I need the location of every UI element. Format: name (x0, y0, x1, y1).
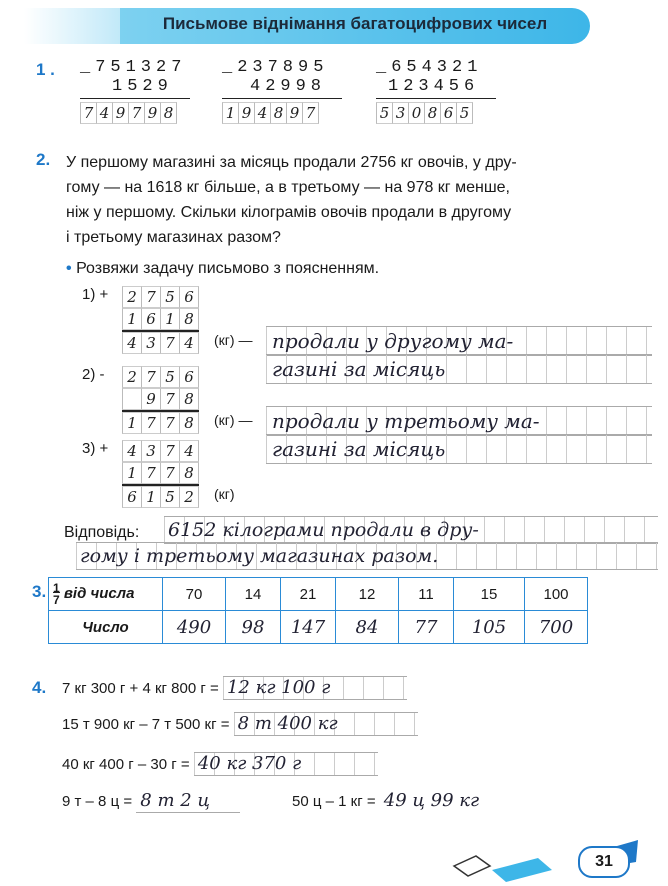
digit-cell: 6 (180, 366, 199, 388)
row1-label: від числа (63, 584, 135, 602)
digit-cell: 2 (122, 366, 142, 388)
step-label: 1) + (82, 286, 109, 303)
digit-cell: 1 (142, 486, 161, 508)
answer-cell: 105 (454, 611, 525, 644)
task2-line: і третьому магазинах разом? (66, 229, 281, 246)
answer: 12 кг 100 г (223, 676, 407, 700)
explanation-line: продали у третьому ма- (266, 406, 652, 436)
task4-item (62, 790, 240, 813)
task4-item (62, 752, 378, 776)
task2-number: 2. (36, 150, 51, 169)
task2-line: ніж у першому. Скільки кілограмів овочів продали в другому (66, 204, 512, 221)
digit-cell: 1 (161, 308, 180, 330)
calc-row (122, 388, 199, 410)
task2-instruction (66, 260, 379, 278)
digit-cell: 7 (142, 412, 161, 434)
answer-cell: 700 (525, 611, 588, 644)
digit-cell: 4 (122, 440, 142, 462)
expression: 9 т – 8 ц = (62, 793, 133, 810)
task4-item (292, 790, 514, 812)
answer-label: Відповідь: (64, 524, 140, 541)
digit-cell: 5 (457, 102, 473, 124)
answer: 8 т 2 ц (136, 790, 240, 813)
task4-number: 4. (32, 678, 47, 697)
digit-cell: 9 (142, 388, 161, 410)
digit-cell: 4 (255, 102, 271, 124)
answer-cell: 84 (336, 611, 399, 644)
task1-problem-2 (222, 58, 342, 124)
answer-line-2: гому і третьому магазинах разом. (76, 542, 658, 570)
calc-row (122, 330, 199, 354)
expression: 50 ц – 1 кг = (292, 793, 376, 810)
expression: 15 т 900 кг – 7 т 500 кг = (62, 716, 230, 733)
digit-cell: 8 (180, 308, 199, 330)
digit-cell: 7 (161, 412, 180, 434)
task2-text (66, 150, 646, 250)
digit-cell: 1 (122, 462, 142, 484)
answer-line-1: 6152 кілограми продали в дру- (164, 516, 658, 544)
calc-row (122, 484, 199, 508)
value-cell: 100 (525, 578, 588, 611)
header-banner-fade (24, 8, 124, 44)
answer-cell: 98 (226, 611, 281, 644)
digit-cell: 6 (122, 486, 142, 508)
fraction-numerator: 1 (53, 581, 60, 595)
bullet-icon: • (66, 260, 72, 277)
value-cell: 21 (281, 578, 336, 611)
digit-cell: 4 (180, 332, 199, 354)
task4-item (62, 712, 418, 736)
answer: 49 ц 99 кг (383, 790, 480, 811)
digit-cell: 8 (180, 412, 199, 434)
digit-cell: 7 (142, 462, 161, 484)
digit-cell: 7 (142, 366, 161, 388)
digit-cell: 1 (122, 308, 142, 330)
task1-number: 1 . (36, 60, 55, 79)
answer-cells (376, 102, 496, 124)
calc-row (122, 462, 199, 484)
calc-row (122, 366, 199, 388)
subtrahend: 123456 (388, 77, 480, 96)
calc-row (122, 440, 199, 462)
fraction (53, 582, 60, 606)
column-calculation (122, 440, 199, 508)
minuend: _654321 (376, 58, 483, 77)
answer-cell: 147 (281, 611, 336, 644)
digit-cell: 9 (239, 102, 255, 124)
digit-cell: 3 (142, 332, 161, 354)
row1-header (49, 578, 163, 611)
unit-label: (кг) — (214, 412, 253, 428)
explanation-line: газині за місяць (266, 434, 652, 464)
digit-cell: 7 (142, 286, 161, 308)
digit-cell: 7 (161, 388, 180, 410)
answer-cell: 77 (399, 611, 454, 644)
expression: 7 кг 300 г + 4 кг 800 г = (62, 680, 219, 697)
answer: 8 т 400 кг (234, 712, 418, 736)
digit-cell: 5 (161, 486, 180, 508)
digit-cell: 9 (113, 102, 129, 124)
digit-cell: 9 (287, 102, 303, 124)
answer-cells (80, 102, 190, 124)
page-title: Письмове віднімання багатоцифрових чисел (162, 14, 548, 33)
digit-cell: 1 (222, 102, 239, 124)
solution-step (82, 286, 253, 352)
diamond-outline-icon (454, 856, 490, 876)
digit-cell: 7 (161, 440, 180, 462)
digit-cell (122, 388, 142, 410)
minuend: _237895 (222, 58, 329, 77)
page-number: 31 (578, 846, 630, 878)
digit-cell: 8 (180, 462, 199, 484)
digit-cell: 3 (393, 102, 409, 124)
task3-number: 3. (32, 582, 47, 601)
digit-cell: 9 (145, 102, 161, 124)
explanation-line: продали у другому ма- (266, 326, 652, 356)
digit-cell: 5 (376, 102, 393, 124)
step-label: 2) - (82, 366, 105, 383)
fraction-denominator: 7 (53, 593, 60, 607)
digit-cell: 5 (161, 366, 180, 388)
row2-label: Число (49, 611, 163, 644)
digit-cell: 4 (180, 440, 199, 462)
digit-cell: 4 (97, 102, 113, 124)
value-cell: 12 (336, 578, 399, 611)
digit-cell: 8 (425, 102, 441, 124)
digit-cell: 6 (180, 286, 199, 308)
unit-label: (кг) — (214, 332, 253, 348)
column-calculation (122, 286, 199, 354)
subtrahend: 1529 (112, 77, 173, 96)
task2-line: У першому магазині за місяць продали 2756 кг овочів, у дру- (66, 154, 517, 171)
unit-label: (кг) (214, 486, 235, 502)
task1-problem-1 (80, 58, 190, 124)
digit-cell: 2 (180, 486, 199, 508)
instruction-text: Розвяжи задачу письмово з поясненням. (76, 260, 380, 277)
digit-cell: 2 (122, 286, 142, 308)
column-calculation (122, 366, 199, 434)
explanation-line: газині за місяць (266, 354, 652, 384)
digit-cell: 5 (161, 286, 180, 308)
task4-item (62, 676, 407, 700)
minuend: _751327 (80, 58, 187, 77)
digit-cell: 8 (271, 102, 287, 124)
value-cell: 11 (399, 578, 454, 611)
calc-row (122, 286, 199, 308)
digit-cell: 6 (142, 308, 161, 330)
fraction-table (48, 577, 588, 644)
task2-line: гому — на 1618 кг більше, а в третьому — на 978 кг менше, (66, 179, 510, 196)
digit-cell: 8 (161, 102, 177, 124)
solution-step (82, 440, 235, 506)
digit-cell: 3 (142, 440, 161, 462)
blue-shape-icon (492, 858, 552, 882)
digit-cell: 4 (122, 332, 142, 354)
value-cell: 15 (454, 578, 525, 611)
value-cell: 70 (163, 578, 226, 611)
digit-cell: 7 (80, 102, 97, 124)
digit-cell: 0 (409, 102, 425, 124)
digit-cell: 1 (122, 412, 142, 434)
digit-cell: 7 (303, 102, 319, 124)
digit-cell: 7 (161, 332, 180, 354)
solution-step (82, 366, 253, 432)
answer-cells (222, 102, 342, 124)
digit-cell: 6 (441, 102, 457, 124)
value-cell: 14 (226, 578, 281, 611)
step-label: 3) + (82, 440, 109, 457)
table-row (49, 578, 588, 611)
digit-cell: 7 (161, 462, 180, 484)
digit-cell: 8 (180, 388, 199, 410)
calc-row (122, 410, 199, 434)
digit-cell: 7 (129, 102, 145, 124)
calc-row (122, 308, 199, 330)
task1-problem-3 (376, 58, 496, 124)
table-row (49, 611, 588, 644)
subtrahend: 42998 (250, 77, 327, 96)
answer-cell: 490 (163, 611, 226, 644)
answer: 40 кг 370 г (194, 752, 378, 776)
expression: 40 кг 400 г – 30 г = (62, 756, 190, 773)
